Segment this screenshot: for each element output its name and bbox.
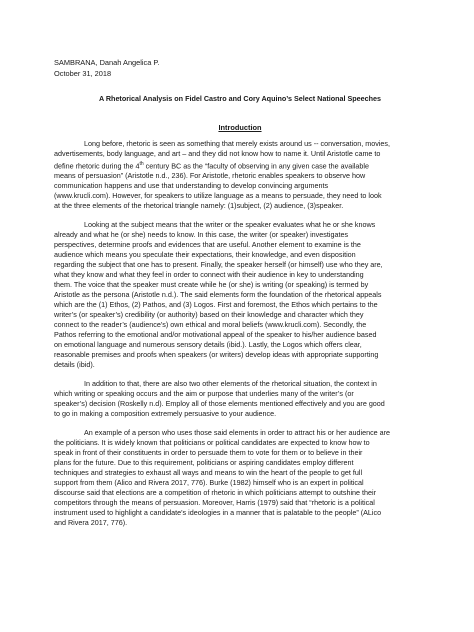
paragraph-line: plans for the future. Due to this requirement, politicians or aspiring candidates employ different [54,458,354,468]
paragraph-line: on emotional language and numerous sensory details (ibid.). Lastly, the Logos which offers clear, [54,340,362,350]
paragraph-line: support from them (Alico and Rivera 2017, 776). Burke (1982) himself who is an expert in political [54,478,364,488]
author-name: SAMBRANA, Danah Angelica P. [54,58,160,67]
paragraph-line: details (ibid). [54,360,95,370]
paragraph-line: the politicians. It is widely known that politicians or political candidates are expected to know how to [54,438,370,448]
document-title: A Rhetorical Analysis on Fidel Castro and Cory Aquino’s Select National Speeches [98,94,382,103]
paragraph-line: communication happens and use that understanding to develop convincing arguments [54,181,329,191]
paragraph-line: audience which means you speculate their expectations, their knowledge, and even disposition [54,250,356,260]
paragraph-line: define rhetoric during the 4th century BC as the “faculty of observing in any given case the available [54,161,370,171]
paragraph-line: Aristotle as the persona (Aristotle n.d.). The said elements form the foundation of the rhetorical appeals [54,290,382,300]
paragraph-line: speak in front of their constituents in order to persuade them to vote for them or to believe in their [54,448,363,458]
paragraph-line: instrument used to highlight a candidate’s ideologies in a manner that is palatable to the people” (ALico [54,508,382,518]
document-date: October 31, 2018 [54,69,112,78]
paragraph-line: already and what he (or she) needs to know. In this case, the writer (or speaker) investigates [54,230,349,240]
paragraph [54,379,426,419]
paragraph-line: what they know and what they feel in order to connect with their audience in key to understanding [54,270,364,280]
paragraph-line: writer’s (or speaker’s) credibility (or authority) based on their knowledge and character which they [54,310,364,320]
document-body [54,57,426,537]
paragraph-line: regarding the subject that one has to present. Finally, the speaker herself (or himself) use who they are, [54,260,383,270]
paragraph-line: An example of a person who uses those said elements in order to attract his or her audience are [84,428,391,438]
paragraph-line: perspectives, determine proofs and evidences that are useful. Another element to examine is the [54,240,361,250]
paragraph-line: Pathos referring to the emotional and/or motivational appeal of the speaker to his/her audience based [54,330,377,340]
paragraph-line: at the three elements of the rhetorical triangle namely: (1)subject, (2) audience, (3)speaker. [54,201,344,211]
paragraph-line: reasonable premises and proofs when speakers (or writers) develop ideas with appropriate supporting [54,350,379,360]
paragraph-line: speaker’s) decision (Roskelly n.d). Employ all of those elements mentioned effectively and you are good [54,399,385,409]
paragraph-line: techniques and strategies to exhaust all ways and means to win the heart of the people to get full [54,468,363,478]
paragraph-line: discourse said that elections are a competition of rhetoric in which politicians attempt to outshine their [54,488,377,498]
paragraph [54,139,426,211]
paragraph-line: Long before, rhetoric is seen as something that merely exists around us -- conversation, movies, [84,139,391,148]
paragraph-line: competitors through the means of persuasion. Moreover, Harris (1979) said that “rhetoric is a political [54,498,375,508]
paragraph-container [54,139,426,528]
paragraph-line: which writing or speaking occurs and the aim or purpose that underlies many of the writer’s (or [54,389,354,399]
paragraph-line: them. The voice that the speaker must create while he (or she) is writing (or speaking) is termed by [54,280,369,290]
paragraph-line: (www.krucli.com). However, for speakers to utilize language as a means to persuade, they need to look [54,191,382,201]
paragraph-line: and Rivera 2017, 776). [54,518,128,528]
paragraph-line: Looking at the subject means that the writer or the speaker evaluates what he or she knows [84,220,376,230]
paragraph-line: advertisements, body language, and art – and they did not know how to name it. Until Aristotle came to [54,149,381,158]
section-heading-introduction: Introduction [218,123,262,132]
paragraph [54,428,426,528]
paragraph-line: In addition to that, there are also two other elements of the rhetorical situation, the context in [84,379,377,389]
paragraph-line: means of persuasion” (Aristotle n.d., 236). For Aristotle, rhetoric enables speakers to observe how [54,171,366,181]
paragraph-line: connect to the reader’s (audience’s) own ethical and moral beliefs (www.krucli.com). Secondly, the [54,320,367,330]
paragraph-line: to go in making a composition extremely persuasive to your audience. [54,409,277,419]
paragraph [54,220,426,370]
paragraph-line: which are the (1) Ethos, (2) Pathos, and (3) Logos. First and foremost, the Ethos which pertains to the [54,300,378,310]
